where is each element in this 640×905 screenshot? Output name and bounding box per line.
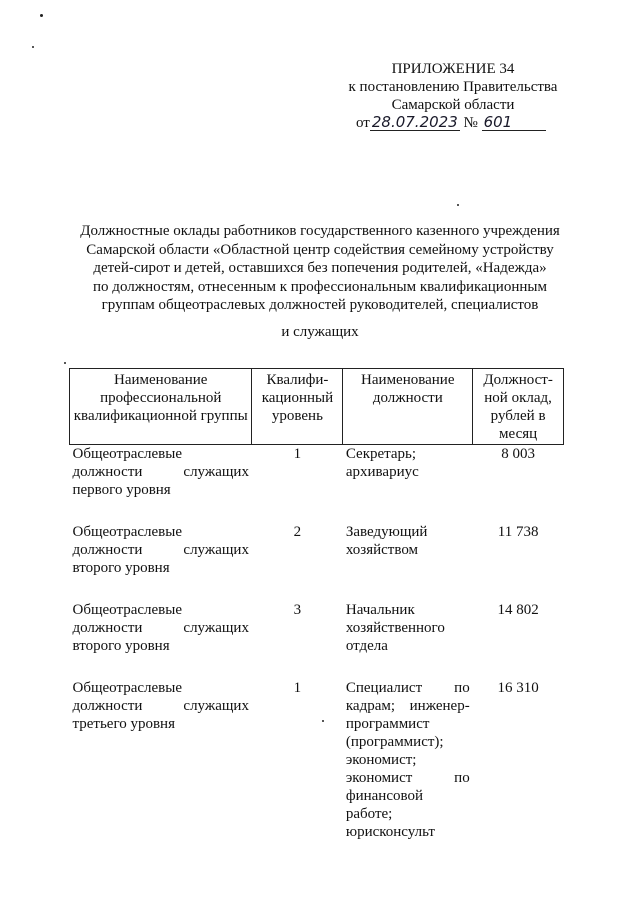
appendix-region: Самарской области (391, 97, 515, 113)
table-row (70, 679, 564, 865)
cell-salary: 11 738 (497, 524, 539, 540)
appendix-date-number: от 28.07.2023 № 601 (338, 114, 568, 132)
title-line: Самарской области «Областной центр содействия семейному устройству (86, 241, 554, 258)
appendix-header (338, 60, 568, 132)
cell-position: Начальник хозяйственного отдела (345, 602, 445, 654)
table-row (70, 445, 564, 524)
cell-level: 2 (293, 524, 302, 540)
salary-table (69, 368, 564, 865)
title-line: Должностные оклады работников государственного казенного учреждения (80, 223, 560, 239)
cell-position: Специалист по кадрам; инженер-программист (программист); экономист; экономист по финансовой работе; юрисконсульт (345, 680, 470, 840)
header-position: Наименование должности (343, 369, 473, 445)
table-row (70, 523, 564, 601)
cell-group: Общеотраслевые должности служащих третьего уровня (72, 680, 249, 732)
cell-group: Общеотраслевые должности служащих второго уровня (72, 524, 249, 576)
cell-level: 1 (293, 446, 302, 462)
cell-position: Заведующий хозяйством (345, 524, 428, 558)
title-line: группам общеотраслевых должностей руководителей, специалистов (101, 297, 539, 313)
cell-salary: 8 003 (501, 446, 535, 462)
header-level: Квалифи-кационный уровень (252, 369, 343, 445)
cell-salary: 16 310 (497, 680, 539, 696)
table-row (70, 601, 564, 679)
cell-group: Общеотраслевые должности служащих второго уровня (72, 602, 249, 654)
appendix-resolution: к постановлению Правительства (348, 79, 558, 95)
appendix-number: 601 (482, 114, 546, 131)
title-line: по должностям, отнесенным к профессиональным квалификационным (93, 278, 547, 295)
header-salary: Должност-ной оклад, рублей в месяц (473, 369, 564, 445)
cell-group: Общеотраслевые должности служащих первого уровня (72, 446, 249, 498)
title-line: и служащих (281, 323, 359, 340)
appendix-title: ПРИЛОЖЕНИЕ 34 (391, 61, 515, 77)
table-header-row (70, 369, 564, 445)
appendix-date: 28.07.2023 (371, 113, 458, 131)
scan-speck (64, 362, 66, 364)
scan-speck (457, 204, 459, 206)
title-line: детей-сирот и детей, оставшихся без попечения родителей, «Надежда» (93, 260, 547, 276)
scan-speck (40, 14, 43, 17)
document-title (40, 222, 600, 341)
cell-level: 1 (293, 680, 302, 696)
cell-salary: 14 802 (497, 602, 539, 618)
scan-speck (32, 46, 34, 48)
cell-level: 3 (293, 602, 302, 618)
cell-position: Секретарь; архивариус (345, 446, 419, 480)
header-group: Наименование профессиональной квалификационной группы (70, 369, 252, 445)
